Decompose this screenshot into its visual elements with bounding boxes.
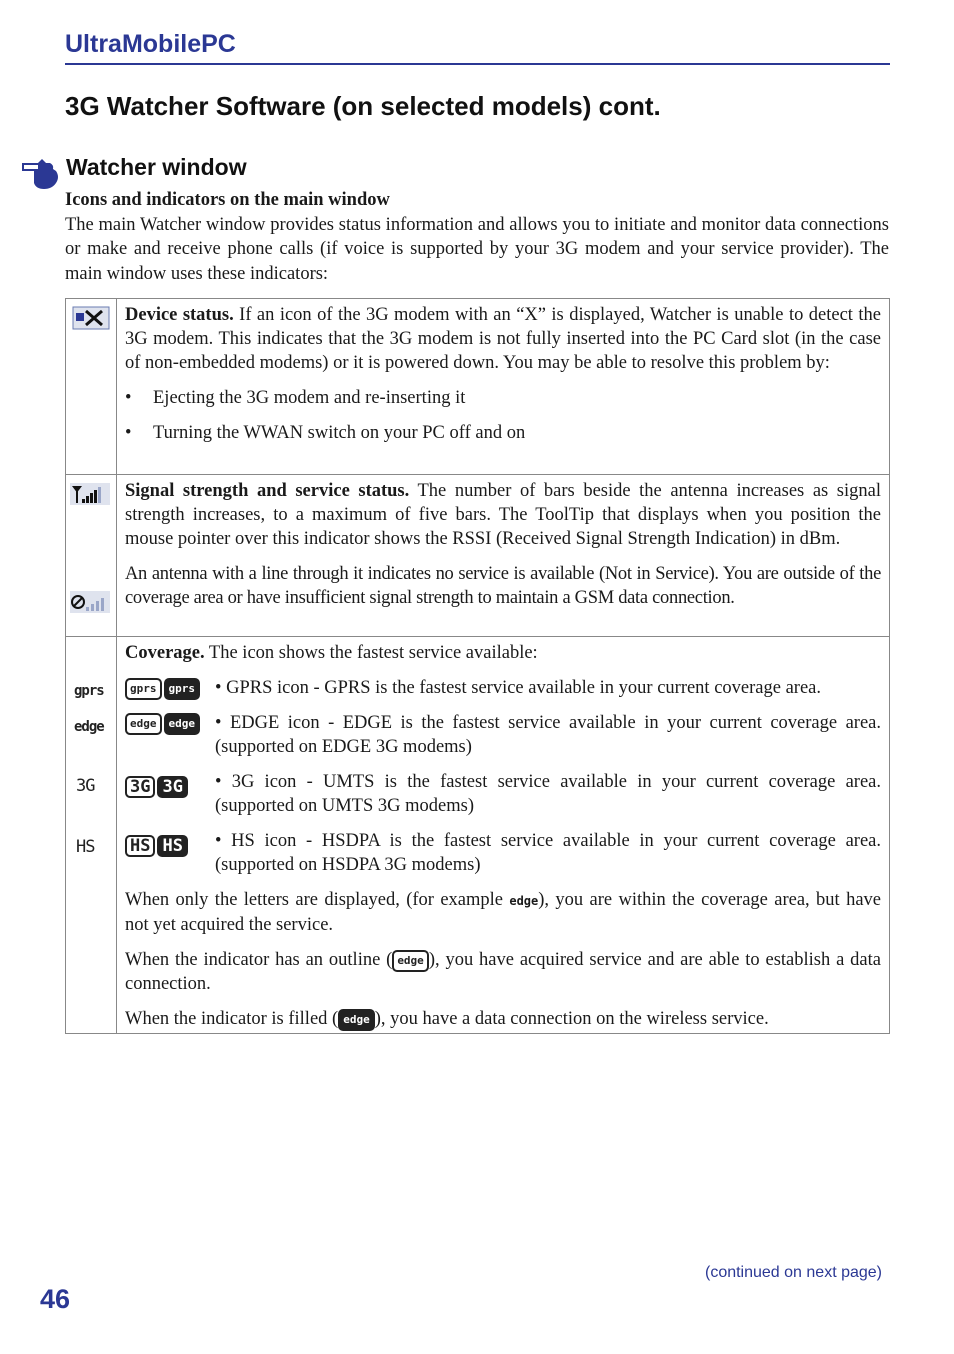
note-text: ), you have acquired service and are able to establish a data connection. xyxy=(125,950,881,994)
signal-status-text: The number of bars beside the antenna increases as signal strength increases, to a maximum of five bars. The ToolTip that displays when you position the mouse pointer over this indicator shows the RSSI (Received Signal Strength Indication) in dBm. xyxy=(125,481,881,549)
page-title: 3G Watcher Software (on selected models) cont. xyxy=(65,91,661,121)
continued-note: (continued on next page) xyxy=(704,1264,882,1281)
note-text: When the indicator has an outline ( xyxy=(125,950,393,970)
intro-paragraph: The main Watcher window provides status information and allows you to initiate and monitor data connections or make and receive phone calls (if voice is supported by your 3G modem and your service provider). The main window uses these indicators: xyxy=(65,214,889,284)
brand-title: UltraMobilePC xyxy=(65,30,236,58)
device-status-text: If an icon of the 3G modem with an “X” is displayed, Watcher is unable to detect the 3G modem. This indicates that the 3G modem is not fully inserted into the PC Card slot (in the case of non-embedded modems) or it is powered down. You may be able to resolve this problem by: xyxy=(125,305,881,373)
hs-letters-icon: HS xyxy=(76,837,95,857)
gprs-text: • GPRS icon - GPRS is the fastest service available in your current coverage area. xyxy=(215,678,822,698)
gprs-icons xyxy=(125,676,215,700)
section-subheading: Icons and indicators on the main window xyxy=(65,190,390,210)
signal-status-cell xyxy=(117,475,890,637)
edge-filled-icon: edge xyxy=(164,713,201,735)
table-row xyxy=(66,299,890,475)
table-row xyxy=(66,475,890,637)
header-rule xyxy=(65,63,890,65)
signal-status-lead: Signal strength and service status. xyxy=(125,481,410,501)
edge-letters-inline-icon: edge xyxy=(509,894,539,908)
gprs-outline-icon: gprs xyxy=(125,678,162,700)
device-status-cell xyxy=(117,299,890,475)
indicator-table xyxy=(65,298,890,1034)
list-item xyxy=(125,676,881,700)
3g-text: • 3G icon - UMTS is the fastest service available in your current coverage area. (supported on UMTS 3G modems) xyxy=(215,772,881,816)
icon-cell xyxy=(66,299,117,475)
icon-cell xyxy=(66,637,117,1034)
gprs-filled-icon: gprs xyxy=(164,678,201,700)
letters-note xyxy=(125,888,881,937)
section-heading: Watcher window xyxy=(66,154,247,180)
note-text: ), you are within the coverage area, but have not yet acquired the service. xyxy=(125,890,881,935)
note-text: ), you have a data connection on the wireless service. xyxy=(374,1009,769,1029)
coverage-lead: Coverage. xyxy=(125,643,205,663)
page-number: 46 xyxy=(40,1284,71,1314)
note-text: When only the letters are displayed, (for example xyxy=(125,890,510,910)
edge-outline-inline-icon: edge xyxy=(392,950,429,972)
coverage-text: The icon shows the fastest service available: xyxy=(204,643,538,663)
3g-outline-icon: 3G xyxy=(125,776,155,798)
bullet-text: Ejecting the 3G modem and re-inserting it xyxy=(153,388,466,408)
edge-icons xyxy=(125,711,215,759)
3g-letters-icon: 3G xyxy=(76,776,95,796)
edge-filled-inline-icon: edge xyxy=(338,1009,375,1031)
list-item xyxy=(125,770,881,818)
device-status-lead: Device status. xyxy=(125,305,234,325)
hs-filled-icon: HS xyxy=(157,835,187,857)
list-item xyxy=(125,711,881,759)
list-item: • Turning the WWAN switch on your PC off and on xyxy=(125,423,526,443)
modem-x-icon xyxy=(72,306,110,330)
icon-cell xyxy=(66,475,117,637)
hs-icons xyxy=(125,829,215,877)
3g-icons xyxy=(125,770,215,818)
filled-note xyxy=(125,1007,881,1031)
table-row xyxy=(66,637,890,1034)
intro-block xyxy=(65,188,889,286)
list-item xyxy=(125,829,881,877)
coverage-cell xyxy=(117,637,890,1034)
note-text: When the indicator is filled ( xyxy=(125,1009,339,1029)
3g-filled-icon: 3G xyxy=(157,776,187,798)
no-service-text: An antenna with a line through it indicates no service is available (Not in Service). You are outside of the coverage area or have insufficient signal strength to maintain a GSM data connection. xyxy=(125,564,881,608)
list-item: • Ejecting the 3G modem and re-inserting it xyxy=(125,388,466,408)
edge-letters-icon: edge xyxy=(74,719,104,735)
bullet-text: Turning the WWAN switch on your PC off and on xyxy=(153,423,526,443)
hs-text: • HS icon - HSDPA is the fastest service available in your current coverage area. (supported on HSDPA 3G modems) xyxy=(215,831,881,875)
pointing-hand-icon xyxy=(20,157,60,191)
edge-text: • EDGE icon - EDGE is the fastest service available in your current coverage area. (supported on EDGE 3G modems) xyxy=(215,713,881,757)
gprs-letters-icon: gprs xyxy=(74,683,104,699)
no-service-icon xyxy=(70,591,110,613)
edge-outline-icon: edge xyxy=(125,713,162,735)
hs-outline-icon: HS xyxy=(125,835,155,857)
signal-strength-icon xyxy=(70,483,110,505)
outline-note xyxy=(125,948,881,996)
